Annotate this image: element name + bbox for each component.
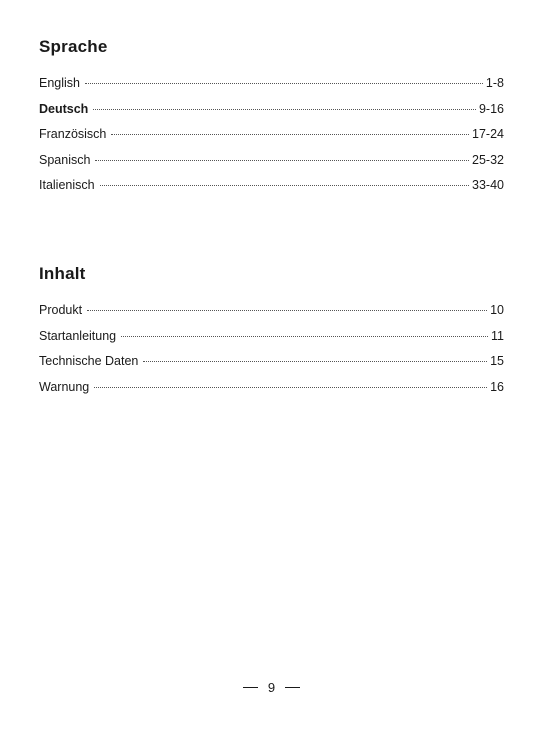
language-list [39, 75, 504, 203]
language-entry-spanisch[interactable] [39, 152, 504, 178]
page-number: 15 [490, 354, 504, 368]
language-entry-franzoesisch[interactable] [39, 126, 504, 152]
page-number: 10 [490, 303, 504, 317]
footer-dash-left [243, 687, 258, 688]
contents-entry-warnung[interactable] [39, 379, 504, 405]
language-label: Italienisch [39, 178, 95, 192]
dot-leader [100, 184, 469, 186]
page-range: 17-24 [472, 127, 504, 141]
contents-list [39, 302, 504, 404]
contents-label: Startanleitung [39, 328, 117, 343]
dot-leader [94, 386, 487, 388]
language-entry-italienisch[interactable] [39, 177, 504, 203]
contents-label: Technische Daten [39, 354, 139, 368]
page-range: 33-40 [472, 178, 504, 192]
dot-leader [121, 335, 488, 337]
dot-leader [85, 82, 483, 84]
language-label: Französisch [39, 127, 107, 141]
dot-leader [143, 360, 487, 362]
contents-label: Warnung [39, 379, 90, 394]
contents-entry-startanleitung[interactable] [39, 328, 504, 354]
dot-leader [95, 159, 469, 161]
page-footer [0, 680, 543, 695]
language-entry-deutsch[interactable] [39, 101, 504, 127]
dot-leader [87, 309, 487, 311]
page-number: 16 [490, 379, 504, 394]
contents-section-title: Inhalt [39, 264, 86, 283]
language-entry-english[interactable] [39, 75, 504, 101]
dot-leader [93, 108, 476, 110]
language-label: Deutsch [39, 101, 89, 116]
page-range: 9-16 [478, 101, 504, 116]
contents-entry-produkt[interactable] [39, 302, 504, 328]
page-range: 25-32 [472, 152, 504, 167]
page-range: 1-8 [485, 76, 504, 90]
language-section [39, 36, 504, 203]
footer-dash-right [285, 687, 300, 688]
language-label: English [39, 76, 80, 90]
contents-label: Produkt [39, 303, 83, 317]
footer-page-number: 9 [267, 680, 276, 695]
contents-section [39, 263, 504, 404]
dot-leader [111, 133, 469, 135]
page-number: 11 [491, 328, 504, 343]
language-label: Spanisch [39, 152, 91, 167]
language-section-title: Sprache [39, 37, 108, 56]
contents-entry-technische-daten[interactable] [39, 353, 504, 379]
